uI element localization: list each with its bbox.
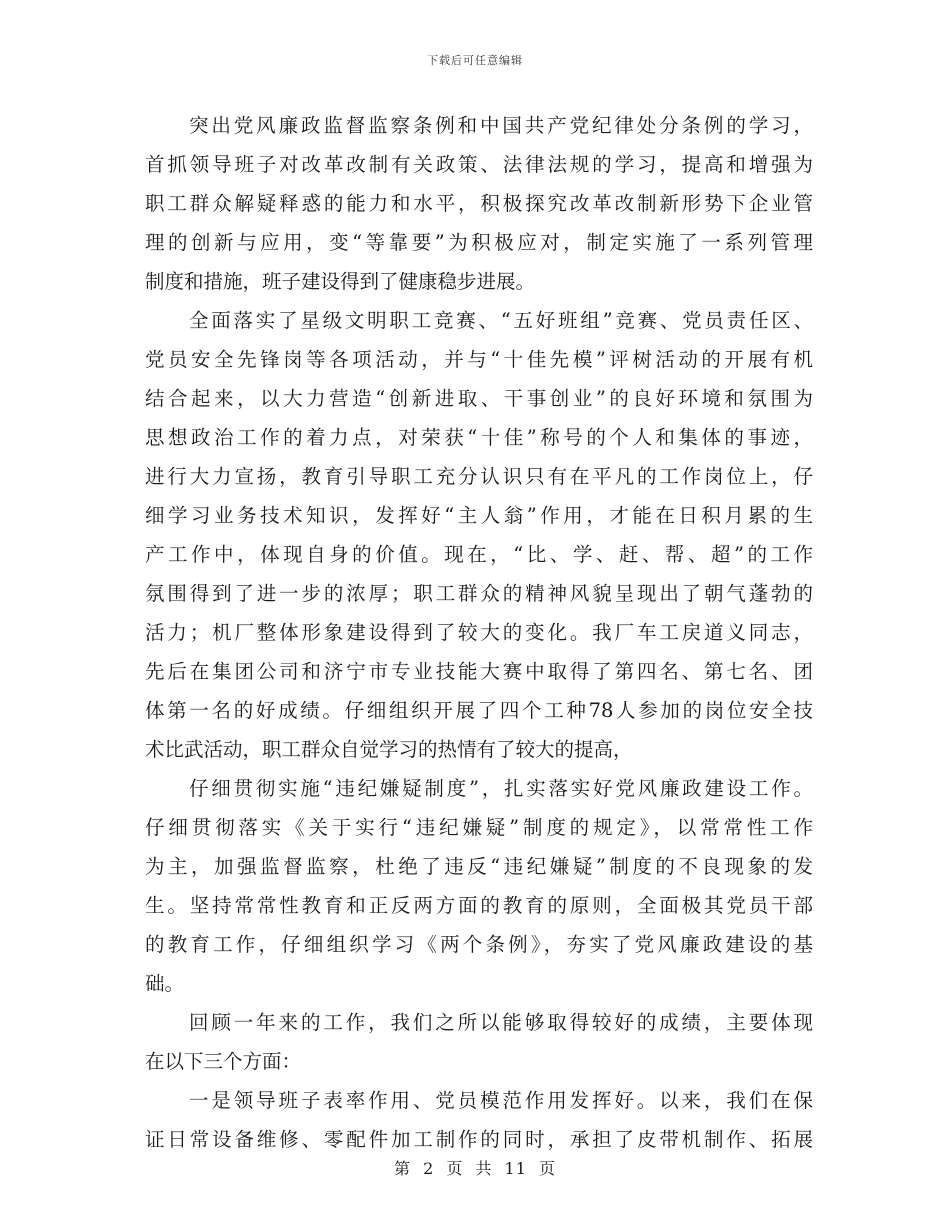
text-line: 党员安全先锋岗等各项活动，并与“十佳先模”评树活动的开展有机 bbox=[145, 348, 813, 371]
text-line: 突出党风廉政监督监察条例和中国共产党纪律处分条例的学习， bbox=[189, 114, 813, 137]
text-line: 在以下三个方面： bbox=[145, 1050, 302, 1073]
paragraph-1 bbox=[145, 106, 813, 301]
text-line: 生。坚持常常性教育和正反两方面的教育的原则，全面极其党员干部 bbox=[145, 894, 813, 917]
text-line: 思想政治工作的着力点，对荣获“十佳”称号的个人和集体的事迹， bbox=[145, 426, 813, 449]
text-line: 证日常设备维修、零配件加工制作的同时，承担了皮带机制作、拓展 bbox=[145, 1128, 813, 1151]
text-line: 进行大力宣扬，教育引导职工充分认识只有在平凡的工作岗位上，仔 bbox=[145, 465, 813, 488]
text-line: 产工作中，体现自身的价值。现在，“比、学、赶、帮、超”的工作 bbox=[145, 543, 813, 566]
text-line: 活力；机厂整体形象建设得到了较大的变化。我厂车工戻道义同志， bbox=[145, 621, 813, 644]
text-line: 术比武活动，职工群众自觉学习的热情有了较大的提高， bbox=[145, 738, 633, 761]
text-line: 制度和措施，班子建设得到了健康稳步进展。 bbox=[145, 270, 536, 293]
page-number: 第 2 页 共 11 页 bbox=[394, 1159, 556, 1178]
text-line: 氛围得到了进一步的浓厚；职工群众的精神风貌呈现出了朝气蓬勃的 bbox=[145, 582, 813, 605]
text-line: 回顾一年来的工作，我们之所以能够取得较好的成绩，主要体现 bbox=[189, 1011, 813, 1034]
text-line: 一是领导班子表率作用、党员模范作用发挥好。以来，我们在保 bbox=[189, 1089, 813, 1112]
text-line: 体第一名的好成绩。仔细组织开展了四个工种78人参加的岗位安全技 bbox=[145, 699, 813, 722]
text-line: 仔细贯彻落实《关于实行“违纪嫌疑”制度的规定》，以常常性工作 bbox=[145, 816, 813, 839]
text-line: 的教育工作，仔细组织学习《两个条例》，夯实了党风廉政建设的基 bbox=[145, 933, 813, 956]
text-line: 结合起来，以大力营造“创新进取、干事创业”的良好环境和氛围为 bbox=[145, 387, 813, 410]
text-line: 仔细贯彻实施“违纪嫌疑制度”，扎实落实好党风廉政建设工作。 bbox=[189, 777, 813, 800]
paragraph-4 bbox=[145, 1003, 813, 1081]
text-line: 先后在集团公司和济宁市专业技能大赛中取得了第四名、第七名、团 bbox=[145, 660, 813, 683]
paragraph-2 bbox=[145, 301, 813, 769]
text-line: 首抓领导班子对改革改制有关政策、法律法规的学习，提高和增强为 bbox=[145, 153, 813, 176]
paragraph-5 bbox=[145, 1081, 813, 1159]
text-line: 职工群众解疑释惑的能力和水平，积极探究改革改制新形势下企业管 bbox=[145, 192, 813, 215]
paragraph-3 bbox=[145, 769, 813, 1003]
text-line: 为主，加强监督监察，杜绝了违反“违纪嫌疑”制度的不良现象的发 bbox=[145, 855, 813, 878]
text-line: 础。 bbox=[145, 972, 185, 995]
text-line: 细学习业务技术知识，发挥好“主人翁”作用，才能在日积月累的生 bbox=[145, 504, 813, 527]
text-line: 全面落实了星级文明职工竞赛、“五好班组”竞赛、党员责任区、 bbox=[189, 309, 813, 332]
document-body bbox=[145, 106, 813, 1159]
page-header-note: 下载后可任意编辑 bbox=[427, 54, 523, 67]
text-line: 理的创新与应用，变“等靠要”为积极应对，制定实施了一系列管理 bbox=[145, 231, 813, 254]
